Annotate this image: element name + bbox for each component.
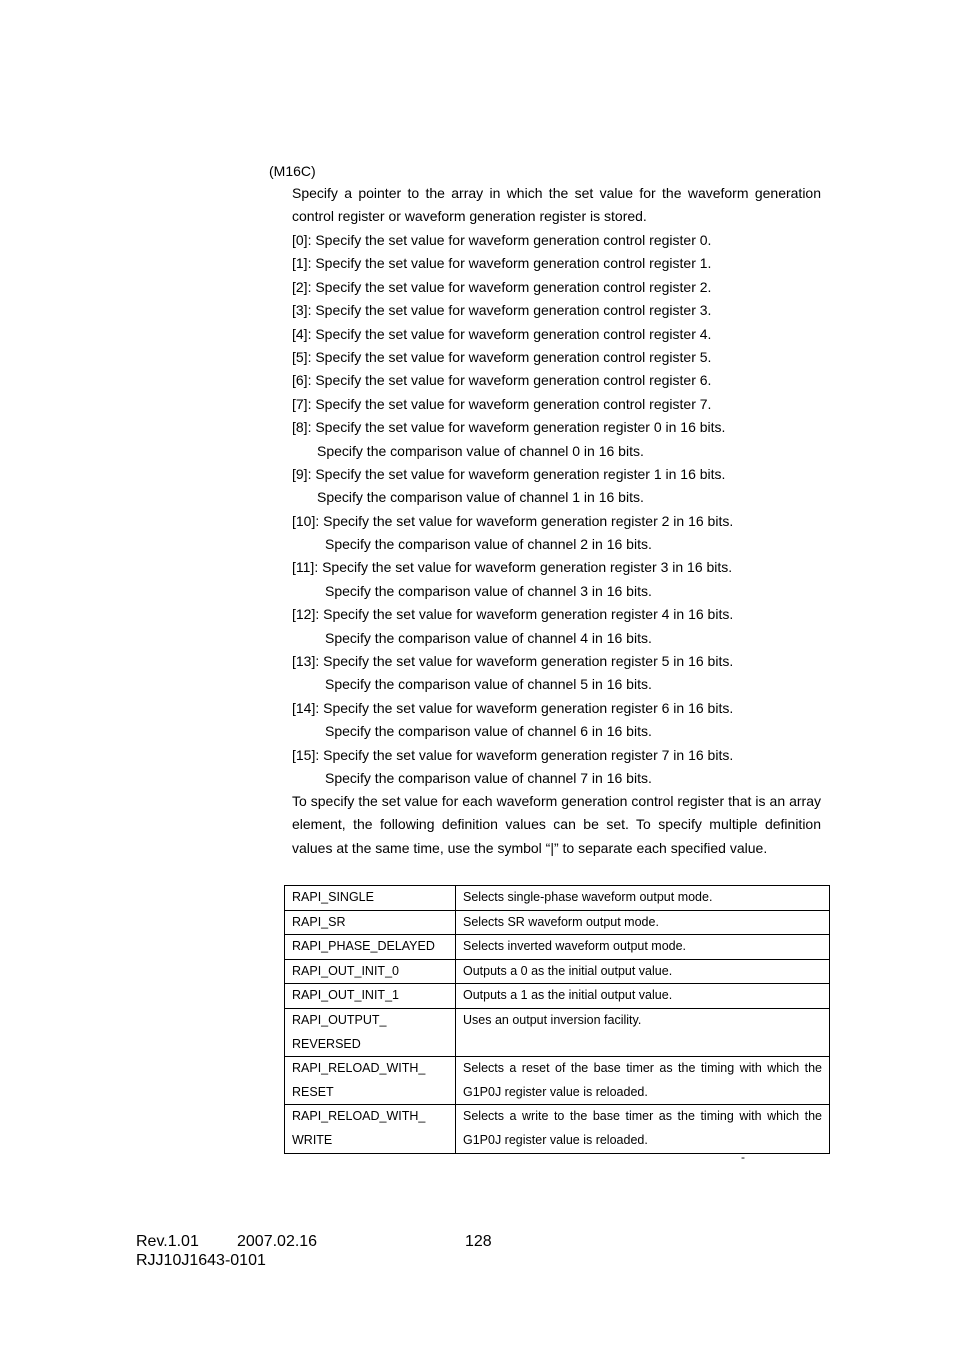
list-item-subline: Specify the comparison value of channel 6 in 16 bits. <box>325 723 652 740</box>
definition-name: RAPI_OUT_INIT_1 <box>285 984 456 1009</box>
list-item-subline: Specify the comparison value of channel 3 in 16 bits. <box>325 582 652 599</box>
definition-name: RAPI_RELOAD_WITH_ RESET <box>285 1057 456 1105</box>
footer-revision: Rev.1.01 <box>136 1233 199 1250</box>
definition-name: RAPI_OUTPUT_ REVERSED <box>285 1008 456 1056</box>
table-row <box>285 935 830 960</box>
list-item-subline: Specify the comparison value of channel 1 in 16 bits. <box>317 489 644 506</box>
list-item-subline: Specify the comparison value of channel 7 in 16 bits. <box>325 769 652 786</box>
intro-paragraph: Specify a pointer to the array in which the set value for the waveform generation control register or waveform generation register is stored. <box>292 185 821 225</box>
definition-description: Outputs a 1 as the initial output value. <box>456 984 830 1009</box>
table-row <box>285 886 830 911</box>
list-item: [4]: Specify the set value for waveform generation control register 4. <box>292 325 712 342</box>
list-item: [14]: Specify the set value for waveform generation register 6 in 16 bits. <box>292 699 734 716</box>
list-item: [3]: Specify the set value for waveform generation control register 3. <box>292 302 712 319</box>
list-item: [15]: Specify the set value for waveform generation register 7 in 16 bits. <box>292 746 734 763</box>
definition-name: RAPI_SINGLE <box>285 886 456 911</box>
list-item: [2]: Specify the set value for waveform generation control register 2. <box>292 278 712 295</box>
list-item: [0]: Specify the set value for waveform generation control register 0. <box>292 232 712 248</box>
list-item: [9]: Specify the set value for waveform generation register 1 in 16 bits. <box>292 465 726 482</box>
section-title: (M16C) <box>269 163 316 179</box>
outro-paragraph: To specify the set value for each waveform generation control register that is an array element, the following definition values can be set. To specify multiple definition values at the same time, use the symbol “|” to separate each specified value. <box>292 793 821 856</box>
list-item: [8]: Specify the set value for waveform generation register 0 in 16 bits. <box>292 419 726 436</box>
list-item: [11]: Specify the set value for waveform generation register 3 in 16 bits. <box>292 559 733 576</box>
table-row <box>285 910 830 935</box>
page-number: 128 <box>465 1233 492 1250</box>
register-list <box>292 229 852 790</box>
list-item-subline: Specify the comparison value of channel 5 in 16 bits. <box>325 676 652 693</box>
definition-name: RAPI_RELOAD_WITH_ WRITE <box>285 1105 456 1153</box>
list-item: [6]: Specify the set value for waveform generation control register 6. <box>292 372 712 389</box>
list-item: [5]: Specify the set value for waveform generation control register 5. <box>292 348 712 365</box>
list-item-subline: Specify the comparison value of channel 4 in 16 bits. <box>325 629 652 646</box>
table-row <box>285 959 830 984</box>
footer-date: 2007.02.16 <box>237 1233 318 1250</box>
definition-table <box>284 885 830 1154</box>
list-item: [10]: Specify the set value for waveform generation register 2 in 16 bits. <box>292 512 734 529</box>
definition-description: Uses an output inversion facility. <box>456 1008 830 1056</box>
definition-description: Selects single-phase waveform output mode. <box>456 886 830 911</box>
list-item: [13]: Specify the set value for waveform generation register 5 in 16 bits. <box>292 653 734 670</box>
definition-description: Outputs a 0 as the initial output value. <box>456 959 830 984</box>
list-item-subline: Specify the comparison value of channel 0 in 16 bits. <box>317 442 644 459</box>
list-item: [7]: Specify the set value for waveform generation control register 7. <box>292 395 712 412</box>
list-item: [12]: Specify the set value for waveform generation register 4 in 16 bits. <box>292 606 734 623</box>
definition-name: RAPI_PHASE_DELAYED <box>285 935 456 960</box>
definition-description: Selects a reset of the base timer as the timing with which the G1P0J register value is reloaded. <box>456 1057 830 1105</box>
table-row <box>285 984 830 1009</box>
definition-description: Selects inverted waveform output mode. <box>456 935 830 960</box>
dash-mark: - <box>741 1150 745 1164</box>
footer-doc-id: RJJ10J1643-0101 <box>136 1252 266 1269</box>
definition-name: RAPI_SR <box>285 910 456 935</box>
definition-description: Selects SR waveform output mode. <box>456 910 830 935</box>
definition-description: Selects a write to the base timer as the timing with which the G1P0J register value is reloaded. <box>456 1105 830 1153</box>
table-row <box>285 1105 830 1153</box>
table-row <box>285 1008 830 1056</box>
definition-name: RAPI_OUT_INIT_0 <box>285 959 456 984</box>
list-item-subline: Specify the comparison value of channel 2 in 16 bits. <box>325 536 652 553</box>
list-item: [1]: Specify the set value for waveform generation control register 1. <box>292 255 712 272</box>
table-row <box>285 1057 830 1105</box>
